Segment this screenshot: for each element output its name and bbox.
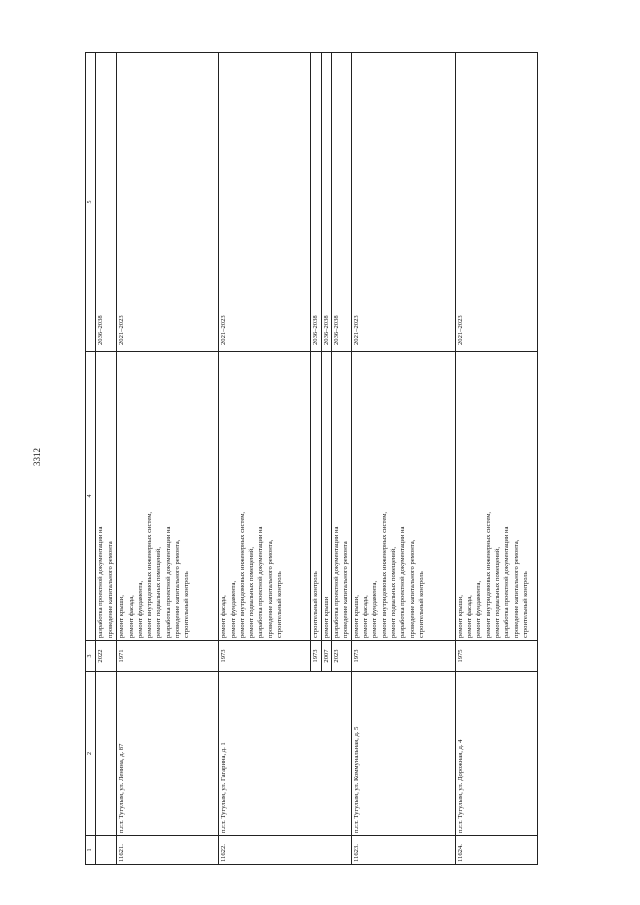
- work-line: ремонт подвальных помещений,: [155, 547, 163, 638]
- work-line: строительный контроль: [312, 571, 320, 638]
- work-line: разработка проектной документации на: [399, 526, 407, 638]
- table-rotator: [85, 78, 538, 865]
- work-line: ремонт фасада,: [362, 595, 370, 638]
- work-line: разработка проектной документации на: [332, 526, 340, 638]
- table-row: [117, 53, 219, 865]
- row-year: 1973: [219, 641, 311, 672]
- work-line: ремонт крыши,: [118, 595, 126, 638]
- row-address: п.г.т. Тугулым, ул. Коммунальная, д. 5: [351, 672, 455, 836]
- work-line: ремонт фундамента,: [136, 580, 144, 638]
- rotated-table-area: [85, 78, 538, 865]
- row-year: 2023: [331, 641, 351, 672]
- row-number: [96, 836, 117, 865]
- header-col-5: 5: [86, 53, 96, 352]
- work-line: ремонт фасада,: [220, 595, 228, 638]
- work-line: ремонт крыши,: [352, 595, 360, 638]
- row-period: 2021–2023: [219, 53, 311, 352]
- work-line: строительный контроль: [276, 571, 284, 638]
- row-number: 11622.: [219, 836, 352, 865]
- header-col-3: 3: [86, 641, 96, 672]
- row-works: [117, 352, 219, 641]
- row-year: 1973: [351, 641, 455, 672]
- table-row: [219, 53, 311, 865]
- work-line: проведение капитального ремонта,: [408, 539, 416, 638]
- work-line: строительный контроль: [417, 571, 425, 638]
- header-col-1: 1: [86, 836, 96, 865]
- work-line: ремонт внутридомовых инженерных систем,: [146, 511, 154, 638]
- row-works: [321, 352, 331, 641]
- work-line: проведение капитального ремонта: [106, 541, 114, 638]
- row-number: 11623.: [351, 836, 455, 865]
- row-period: 2021–2023: [117, 53, 219, 352]
- work-line: разработка проектной документации на: [164, 526, 172, 638]
- work-line: ремонт внутридомовых инженерных систем,: [238, 511, 246, 638]
- work-line: строительный контроль: [183, 571, 191, 638]
- table-row: [96, 53, 117, 865]
- work-line: ремонт фундамента,: [229, 580, 237, 638]
- work-line: проведение капитального ремонта,: [174, 539, 182, 638]
- row-address: п.г.т. Тугулым, ул. Ленина, д. 87: [117, 672, 219, 836]
- row-address: [96, 672, 117, 836]
- work-line: ремонт крыши,: [456, 595, 464, 638]
- row-year: 2007: [321, 641, 331, 672]
- work-line: ремонт фундамента,: [475, 580, 483, 638]
- work-line: ремонт внутридомовых инженерных систем,: [380, 511, 388, 638]
- header-col-2: 2: [86, 672, 96, 836]
- row-works: [455, 352, 537, 641]
- row-works: [331, 352, 351, 641]
- work-line: ремонт крыши: [322, 596, 330, 638]
- row-number: 11621.: [117, 836, 219, 865]
- row-year: 1975: [455, 641, 537, 672]
- work-line: ремонт фундамента,: [371, 580, 379, 638]
- header-row: [86, 53, 96, 865]
- work-line: ремонт подвальных помещений,: [248, 547, 256, 638]
- row-period: 2036–2038: [311, 53, 321, 352]
- row-address: п.г.т. Тугулым, ул. Дорожная, д. 4: [455, 672, 537, 836]
- work-line: проведение капитального ремонта,: [266, 539, 274, 638]
- work-line: разработка проектной документации на: [503, 526, 511, 638]
- row-period: 2036–2038: [331, 53, 351, 352]
- row-works: [311, 352, 321, 641]
- work-line: строительный контроль: [521, 571, 529, 638]
- work-line: проведение капитального ремонта: [342, 541, 350, 638]
- work-line: ремонт фасада,: [127, 595, 135, 638]
- row-period: 2021–2023: [351, 53, 455, 352]
- capital-repair-table: [85, 52, 538, 865]
- row-year: 1971: [117, 641, 219, 672]
- header-col-4: 4: [86, 352, 96, 641]
- row-year: 1973: [311, 641, 321, 672]
- work-line: проведение капитального ремонта,: [512, 539, 520, 638]
- row-period: 2036–2038: [321, 53, 331, 352]
- row-number: 11624.: [455, 836, 537, 865]
- work-line: ремонт подвальных помещений,: [494, 547, 502, 638]
- table-row: [351, 53, 455, 865]
- row-works: [351, 352, 455, 641]
- work-line: разработка проектной документации на: [257, 526, 265, 638]
- table-row: [455, 53, 537, 865]
- row-works: [219, 352, 311, 641]
- row-works: [96, 352, 117, 641]
- work-line: ремонт фасада,: [466, 595, 474, 638]
- row-period: 2021–2023: [455, 53, 537, 352]
- work-line: разработка проектной документации на: [97, 526, 105, 638]
- work-line: ремонт подвальных помещений,: [390, 547, 398, 638]
- row-address: п.г.т. Тугулым, ул. Гагарина, д. 1: [219, 672, 352, 836]
- row-year: 2022: [96, 641, 117, 672]
- page-number: 3312: [32, 448, 42, 466]
- row-period: 2036–2038: [96, 53, 117, 352]
- work-line: ремонт внутридомовых инженерных систем,: [484, 511, 492, 638]
